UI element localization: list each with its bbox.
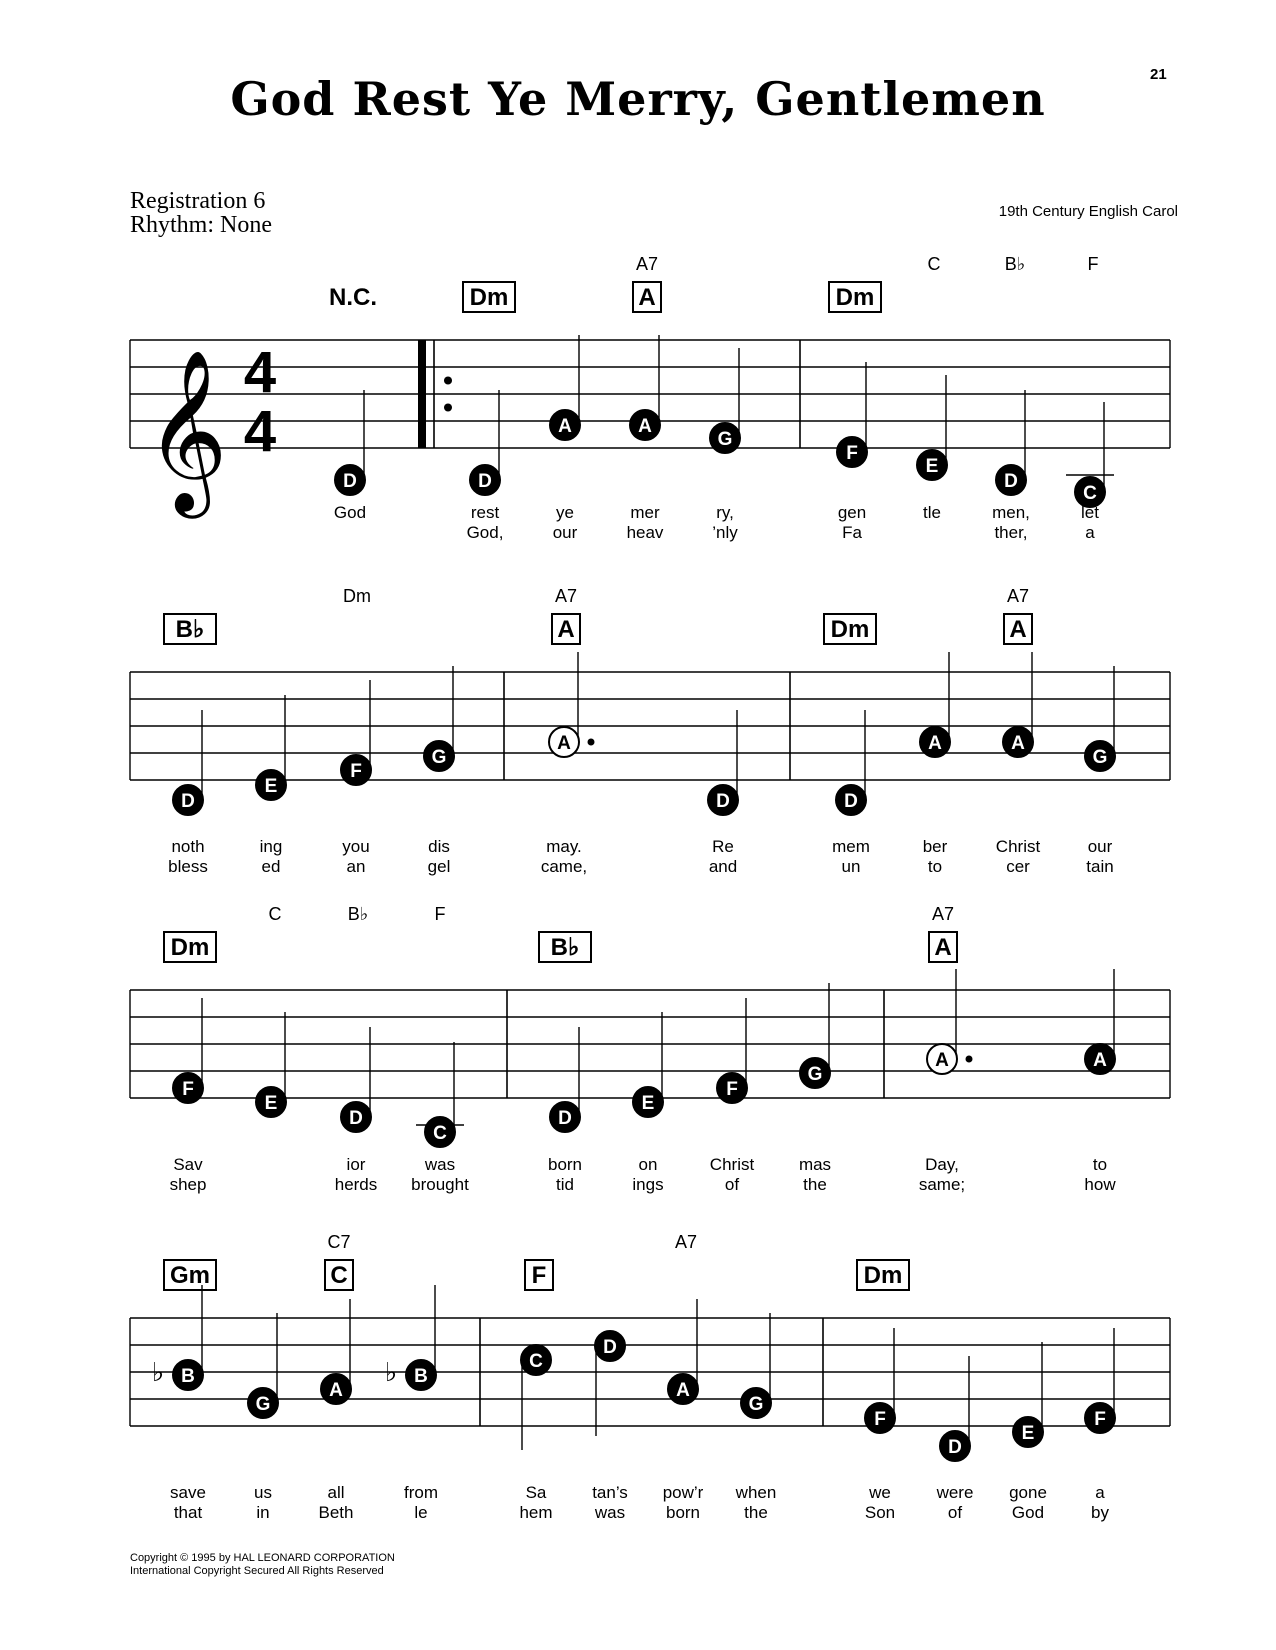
note-letter: A — [557, 733, 571, 754]
lyric-verse-1: ye — [556, 503, 574, 522]
flat-accidental: ♭ — [384, 1357, 398, 1387]
lyric-verse-1: ry, — [716, 503, 734, 522]
lyric-verse-2: came, — [540, 857, 588, 876]
chord-symbol: F — [1087, 254, 1099, 274]
chord-box-label: Dm — [469, 284, 509, 311]
chord-box-label: B♭ — [175, 616, 205, 643]
note-letter: A — [935, 1050, 949, 1071]
note-letter: D — [558, 1108, 572, 1129]
chord-symbol: Dm — [343, 586, 371, 606]
chord-box-label: A — [557, 616, 575, 643]
lyric-verse-1: men, — [992, 503, 1030, 522]
lyric-verse-1: were — [936, 1483, 974, 1502]
chord-symbol: A7 — [554, 586, 578, 606]
lyric-verse-2: of — [724, 1175, 740, 1194]
lyric-verse-1: God — [333, 503, 367, 522]
lyric-verse-1: rest — [470, 503, 500, 522]
note-letter: G — [255, 1394, 271, 1415]
chord-symbol: A7 — [931, 904, 955, 924]
note-letter: G — [1092, 747, 1108, 768]
note-letter: E — [264, 776, 278, 797]
lyric-verse-1: Christ — [709, 1155, 755, 1174]
lyric-verse-2: our — [552, 523, 578, 542]
lyric-verse-1: pow’r — [662, 1483, 704, 1502]
chord-nc: N.C. — [329, 284, 377, 311]
lyric-verse-2: tid — [556, 1175, 574, 1194]
lyric-verse-1: Re — [712, 837, 734, 856]
note-letter: A — [638, 416, 652, 437]
note-letter: B — [414, 1366, 428, 1387]
chord-symbol: A7 — [674, 1232, 698, 1252]
dotted-half-dot — [588, 739, 595, 746]
note-letter: G — [431, 747, 447, 768]
lyric-verse-2: a — [1085, 523, 1095, 542]
note-letter: D — [716, 791, 730, 812]
lyric-verse-2: God — [1011, 1503, 1045, 1522]
lyric-verse-1: let — [1081, 503, 1099, 522]
lyric-verse-2: by — [1091, 1503, 1109, 1522]
chord-symbol: A7 — [1006, 586, 1030, 606]
note-letter: A — [1011, 733, 1025, 754]
lyric-verse-1: Sa — [525, 1483, 547, 1502]
note-letter: C — [529, 1351, 543, 1372]
chord-symbol: C7 — [327, 1232, 351, 1252]
note-letter: D — [478, 471, 492, 492]
note-letter: G — [748, 1394, 764, 1415]
lyric-verse-2: tain — [1086, 857, 1114, 876]
lyric-verse-2: the — [803, 1175, 827, 1194]
lyric-verse-1: noth — [171, 837, 205, 856]
registration-label: Registration 6 — [130, 188, 266, 214]
chord-box-label: Dm — [835, 284, 875, 311]
note-letter: A — [928, 733, 942, 754]
lyric-verse-2: ings — [632, 1175, 664, 1194]
note-letter: D — [181, 791, 195, 812]
note-letter: C — [1083, 483, 1097, 504]
note-letter: E — [925, 456, 939, 477]
note-letter: E — [264, 1093, 278, 1114]
lyric-verse-1: gone — [1009, 1483, 1047, 1502]
lyric-verse-1: a — [1095, 1483, 1105, 1502]
lyric-verse-1: mas — [798, 1155, 832, 1174]
note-letter: E — [641, 1093, 655, 1114]
lyric-verse-2: the — [744, 1503, 768, 1522]
lyric-verse-2: that — [173, 1503, 203, 1522]
lyric-verse-2: heav — [626, 523, 664, 542]
note-letter: A — [1093, 1050, 1107, 1071]
lyric-verse-2: hem — [519, 1503, 553, 1522]
note-letter: D — [948, 1437, 962, 1458]
note-letter: F — [874, 1409, 886, 1430]
flat-accidental: ♭ — [151, 1357, 165, 1387]
lyric-verse-1: from — [404, 1483, 438, 1502]
chord-box-label: F — [531, 1262, 547, 1289]
chord-box-label: Dm — [863, 1262, 903, 1289]
note-letter: F — [846, 443, 858, 464]
chord-symbol: C — [927, 254, 941, 274]
staff-system — [130, 932, 1170, 1147]
lyric-verse-2: un — [841, 857, 861, 876]
lyric-verse-1: to — [1092, 1155, 1108, 1174]
lyric-verse-2: ed — [261, 857, 281, 876]
lyric-verse-1: mem — [832, 837, 870, 856]
treble-clef: 𝄞 — [145, 351, 228, 508]
chord-box-label: A — [638, 284, 656, 311]
rhythm-label: Rhythm: None — [130, 212, 272, 238]
lyric-verse-2: herds — [334, 1175, 378, 1194]
lyric-verse-1: dis — [428, 837, 450, 856]
chord-box-label: A — [1009, 616, 1027, 643]
lyric-verse-1: may. — [546, 837, 582, 856]
lyric-verse-2: same; — [918, 1175, 966, 1194]
note-letter: A — [676, 1380, 690, 1401]
lyric-verse-1: all — [327, 1483, 345, 1502]
staff-system — [130, 1260, 1170, 1461]
lyric-verse-2: an — [346, 857, 366, 876]
note-letter: F — [182, 1079, 194, 1100]
lyric-verse-1: tan’s — [592, 1483, 628, 1502]
lyric-verse-1: gen — [837, 503, 867, 522]
note-letter: D — [343, 471, 357, 492]
repeat-dot — [444, 377, 452, 385]
chord-box-label: Dm — [830, 616, 870, 643]
lyric-verse-1: tle — [923, 503, 941, 522]
lyric-verse-1: mer — [630, 503, 660, 522]
lyric-verse-1: ing — [259, 837, 283, 856]
note-letter: D — [844, 791, 858, 812]
lyric-verse-1: ior — [346, 1155, 366, 1174]
lyric-verse-1: was — [424, 1155, 456, 1174]
note-letter: F — [726, 1079, 738, 1100]
lyric-verse-2: shep — [169, 1175, 207, 1194]
song-title: God Rest Ye Merry, Gentlemen — [230, 72, 1046, 126]
composer-credit: 19th Century English Carol — [998, 203, 1178, 220]
lyric-verse-1: ber — [922, 837, 948, 856]
note-letter: F — [1094, 1409, 1106, 1430]
lyric-verse-2: to — [927, 857, 943, 876]
chord-box-label: A — [934, 934, 952, 961]
dotted-half-dot — [966, 1056, 973, 1063]
note-letter: D — [1004, 471, 1018, 492]
copyright-line: International Copyright Secured All Rights Reserved — [130, 1565, 384, 1577]
chord-symbol: C — [268, 904, 282, 924]
time-signature-top: 4 — [243, 340, 277, 405]
lyric-verse-2: ther, — [994, 523, 1028, 542]
lyric-verse-2: cer — [1006, 857, 1030, 876]
lyric-verse-2: Beth — [318, 1503, 354, 1522]
note-letter: D — [603, 1337, 617, 1358]
note-letter: A — [558, 416, 572, 437]
lyric-verse-2: bless — [168, 857, 208, 876]
lyric-verse-2: brought — [411, 1175, 469, 1194]
chord-box-label: C — [330, 1262, 348, 1289]
chord-symbol: A7 — [635, 254, 659, 274]
lyric-verse-2: Son — [864, 1503, 896, 1522]
lyric-verse-2: was — [594, 1503, 626, 1522]
repeat-thick-bar — [418, 340, 426, 448]
note-letter: F — [350, 761, 362, 782]
page-number: 21 — [1150, 66, 1167, 83]
lyric-verse-1: Day, — [925, 1155, 959, 1174]
lyric-verse-1: Sav — [173, 1155, 203, 1174]
note-letter: B — [181, 1366, 195, 1387]
chord-symbol: B♭ — [347, 904, 369, 924]
note-letter: E — [1021, 1423, 1035, 1444]
lyric-verse-2: God, — [466, 523, 504, 542]
lyric-verse-1: born — [547, 1155, 583, 1174]
note-letter: D — [349, 1108, 363, 1129]
chord-box-label: Gm — [169, 1262, 211, 1289]
chord-box-label: B♭ — [550, 934, 580, 961]
chord-symbol: F — [434, 904, 446, 924]
time-signature-bottom: 4 — [243, 399, 277, 464]
lyric-verse-1: Christ — [995, 837, 1041, 856]
lyric-verse-1: us — [254, 1483, 272, 1502]
lyric-verse-2: gel — [427, 857, 451, 876]
lyric-verse-1: you — [342, 837, 370, 856]
lyric-verse-2: le — [414, 1503, 428, 1522]
copyright-line: Copyright © 1995 by HAL LEONARD CORPORATION — [130, 1552, 395, 1564]
lyric-verse-2: and — [708, 857, 738, 876]
lyric-verse-2: of — [947, 1503, 963, 1522]
lyric-verse-2: born — [665, 1503, 701, 1522]
lyric-verse-2: in — [256, 1503, 270, 1522]
chord-symbol: B♭ — [1004, 254, 1026, 274]
chord-box-label: Dm — [170, 934, 210, 961]
lyric-verse-1: our — [1087, 837, 1113, 856]
lyric-verse-2: Fa — [842, 523, 862, 542]
repeat-dot — [444, 404, 452, 412]
lyric-verse-1: we — [869, 1483, 891, 1502]
lyric-verse-2: how — [1084, 1175, 1116, 1194]
lyric-verse-1: save — [170, 1483, 206, 1502]
note-letter: G — [717, 429, 733, 450]
note-letter: A — [329, 1380, 343, 1401]
lyric-verse-1: on — [638, 1155, 658, 1174]
lyric-verse-1: when — [735, 1483, 777, 1502]
staff-system — [130, 614, 1170, 815]
lyric-verse-2: ’nly — [712, 523, 738, 542]
note-letter: G — [807, 1064, 823, 1085]
note-letter: C — [433, 1123, 447, 1144]
